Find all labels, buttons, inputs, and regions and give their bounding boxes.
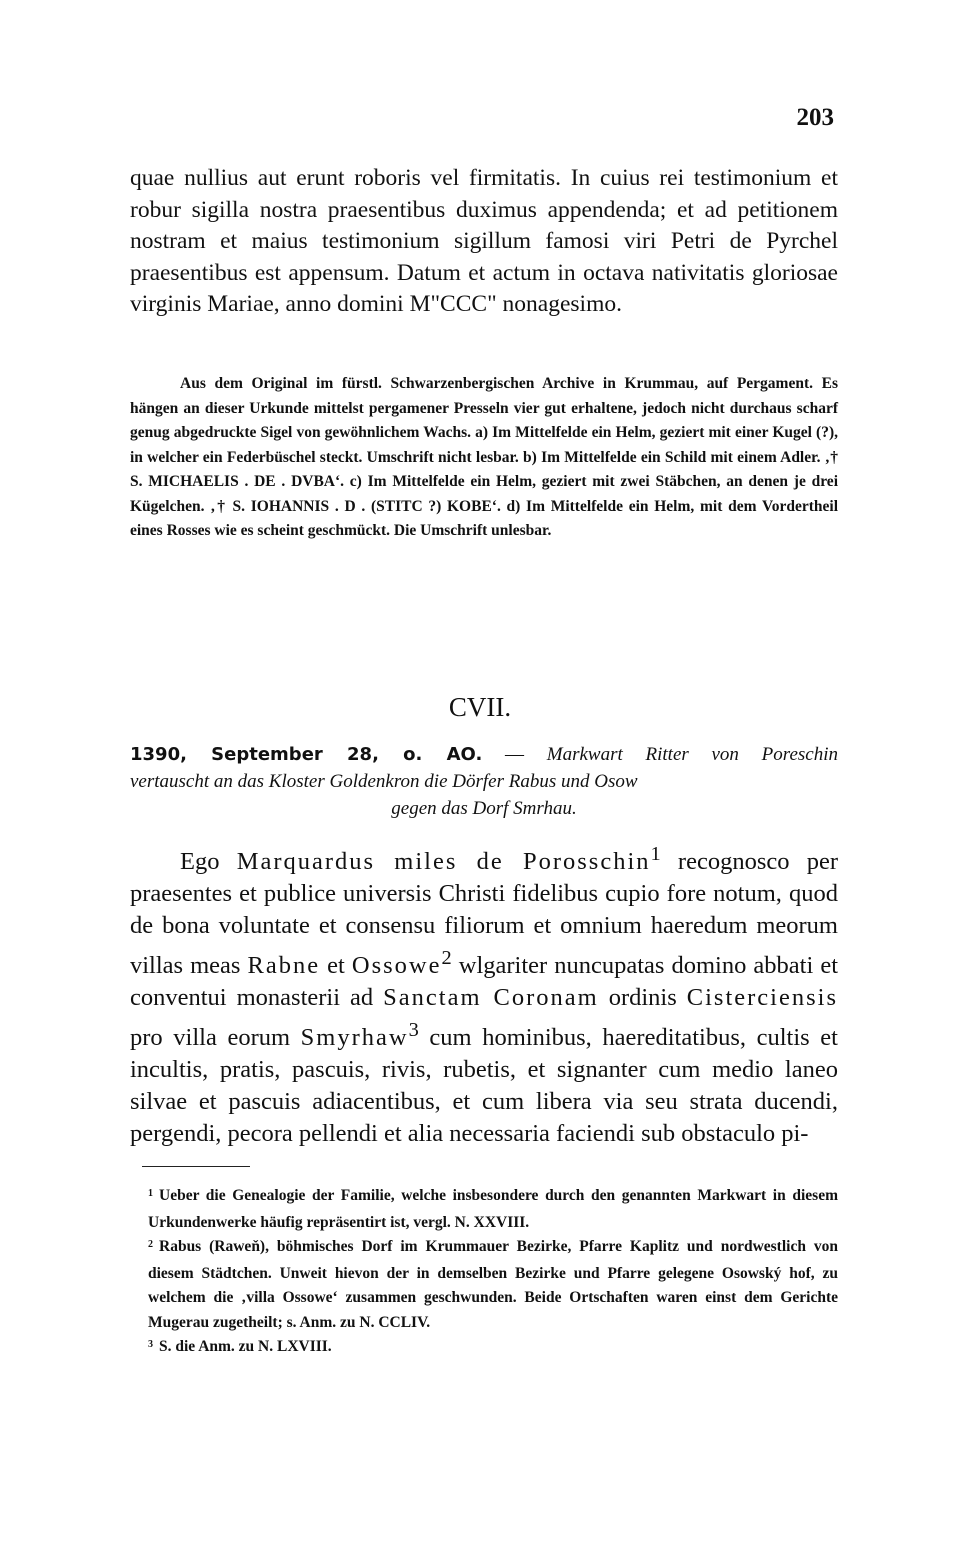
charter-text-s7: cum hominibus, haereditatibus, cultis et incultis, pratis, pascuis, rivis, rubetis, et signanter cum medio laneo silvae et pascuis adiacentibus, et cum libera via seu strata ducendi, pergendi, pecora pellendi et alia necessaria faciendi sub obstaculo pi- [130,1024,838,1148]
archive-note: Aus dem Original im fürstl. Schwarzenbergischen Archive in Krummau, auf Pergament. Es hängen an dieser Urkunde mittelst pergamener Presseln vier gut erhaltene, jedoch nicht durchaus scharf genug abgedruckte Sigel von gewöhnlichem Wachs. a) Im Mittelfelde ein Helm, geziert mit einer Kugel (?), in welcher ein Federbüschel steckt. Umschrift nicht lesbar. b) Im Mittelfelde ein Schild mit einem Adler. ‚† S. MICHAELIS . DE . DVBA‘. c) Im Mittelfelde ein Helm, geziert mit zwei Stäbchen, an denen je drei Kügelchen. ‚† S. IOHANNIS . D . (STITC ?) KOBE‘. d) Im Mittelfelde ein Helm, mit dem Vordertheil eines Rosses wie es scheint geschmückt. Die Umschrift unlesbar. [130,375,838,539]
footnote-mark: 2 [148,1239,153,1250]
footnote-ref-3: 3 [408,1019,419,1042]
charter-text [130,838,838,1150]
footnote-text: S. die Anm. zu N. LXVIII. [159,1338,332,1355]
charter-text-s5: ordinis [598,984,687,1012]
document-regest [130,741,838,822]
footnote-divider [142,1166,250,1167]
footnote [148,1184,838,1235]
footnote-mark: 3 [148,1339,153,1350]
footnotes [148,1184,838,1362]
footnote-text: Ueber die Genealogie der Familie, welche insbesondere durch den genannten Markwart in diesem Urkundenwerke häufig repräsentirt ist, vergl. N. XXVIII. [148,1187,838,1231]
regest-summary-part2: vertauscht an das Kloster Goldenkron die Dörfer Rabus und Osow [130,771,638,792]
regest-first-line [130,741,838,768]
footnote-text: Rabus (Raweň), böhmisches Dorf im Krummauer Bezirke, Pfarre Kaplitz und nordwestlich von diesem Städtchen. Unweit hievon der in demselben Bezirke und Pfarre gelegene Osowský hof, zu welchem die ‚villa Ossowe‘ zusammen geschwunden. Beide Ortschaften waren einst dem Gerichte Mugerau zugetheilt; s. Anm. zu N. CCLIV. [148,1238,838,1331]
charter-text-s4: wlgariter nuncupatas domino abbati et conventui monasterii ad [130,952,838,1012]
document-number: CVII. [448,692,512,722]
name-marquardus: Marquardus miles de Porosschin [236,848,651,876]
footnote-mark: 1 [148,1188,153,1199]
footnote [148,1235,838,1335]
name-cisterciensis: Cisterciensis [686,984,838,1012]
name-rabne: Rabne [247,952,321,980]
name-ossowe: Ossowe [351,952,442,980]
regest-summary-part3: gegen das Dorf Smrhau. [391,798,577,819]
continuation-paragraph: quae nullius aut erunt roboris vel firmitatis. In cuius rei testimonium et robur sigilla nostra praesentibus duximus appendenda; et ad petitionem nostram et maius testimonium sigillum famosi viri Petri de Pyrchel praesentibus est appensum. Datum et actum in octava nativitatis gloriosae virginis Mariae, anno domini M"CCC" nonagesimo. [130,165,838,318]
document-date: 1390, September 28, o. AO. [130,744,483,765]
charter-text-s6: pro villa eorum [130,1024,301,1052]
charter-text-s2: recognosco per praesentes et publice universis Christi fidelibus cupio fore notum, quod de bona voluntate et consensu filiorum et omnium haeredum meorum villas meas [130,848,838,980]
footnote-ref-2: 2 [441,947,452,970]
name-sancta-corona: Sanctam Coronam [383,984,599,1012]
regest-separator: — [505,744,525,765]
footnote [148,1335,838,1362]
name-smyrhaw: Smyrhaw [300,1024,409,1052]
regest-summary-part1: Markwart Ritter von Poreschin [546,744,838,765]
charter-text-s1: Ego [180,848,237,876]
footnote-ref-1: 1 [650,843,661,865]
page-number: 203 [796,104,834,131]
charter-text-s3: et [320,952,352,980]
